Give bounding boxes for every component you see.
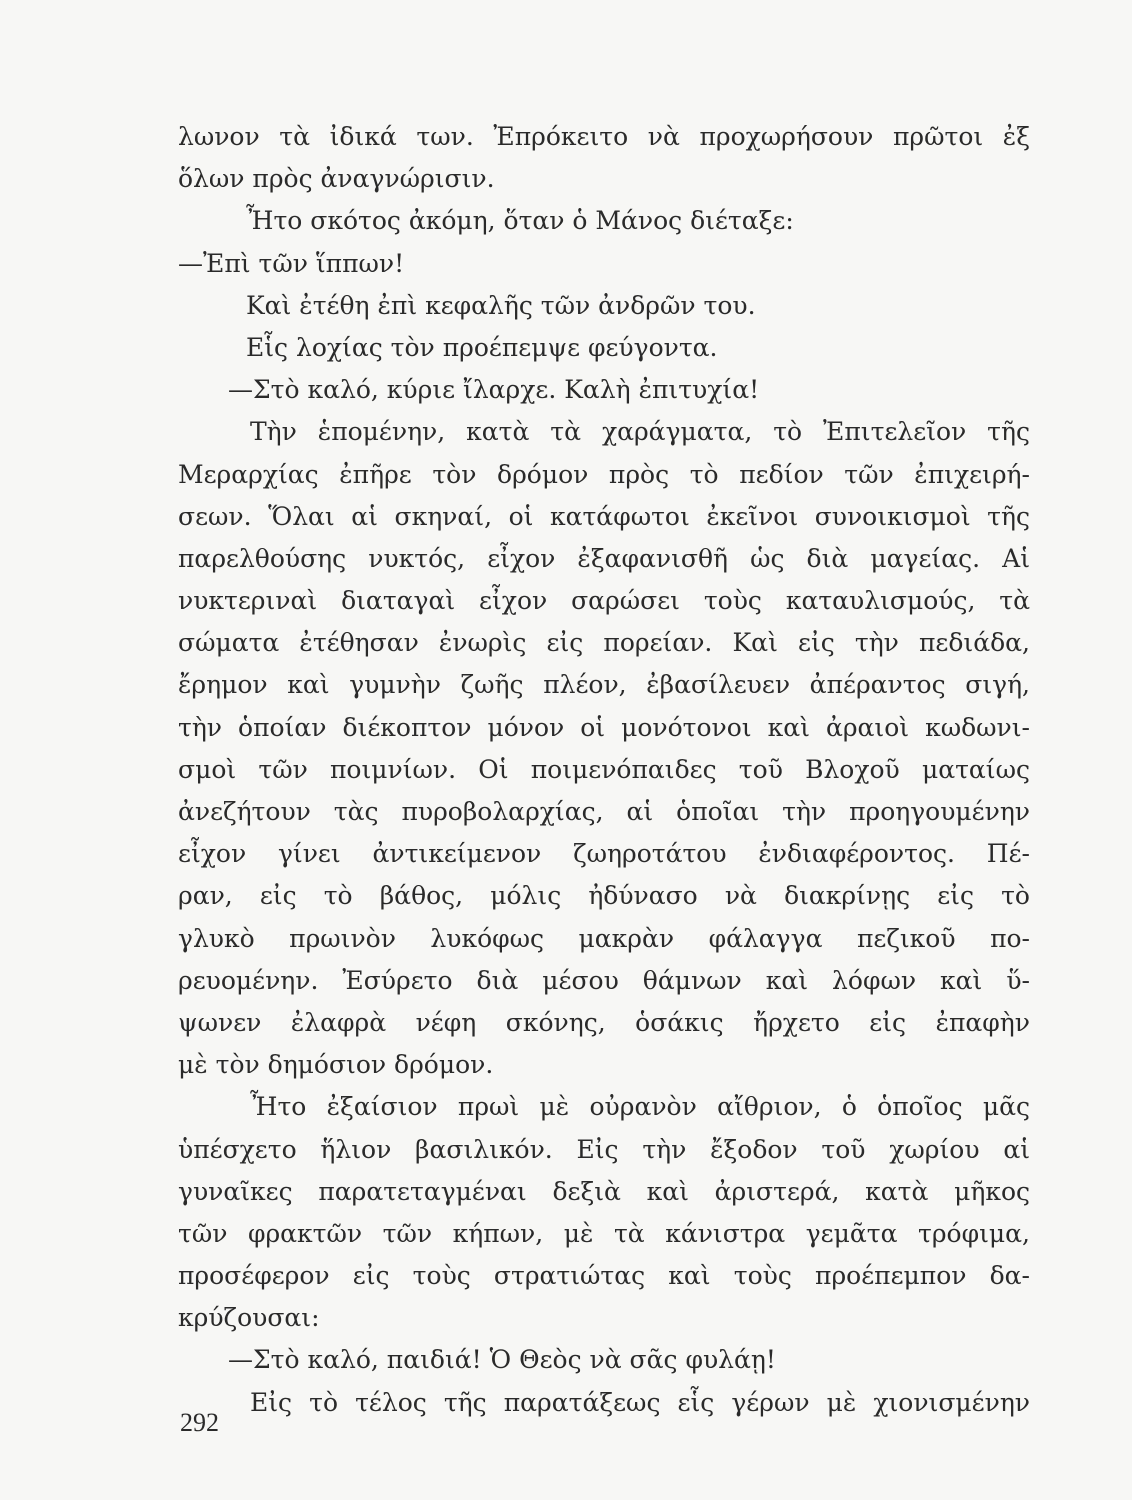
- text-line: Τὴν ἑπομένην, κατὰ τὰ χαράγματα, τὸ Ἐπιτελεῖον τῆς: [250, 417, 1030, 447]
- text-line: ἀνεζήτουν τὰς πυροβολαρχίας, αἱ ὁποῖαι τὴν προηγουμένην: [178, 797, 1030, 826]
- text-line: λωνον τὰ ἰδικά των. Ἐπρόκειτο νὰ προχωρήσουν πρῶτοι ἐξ: [178, 122, 1030, 151]
- text-line: σμοὶ τῶν ποιμνίων. Οἱ ποιμενόπαιδες τοῦ Βλοχοῦ ματαίως: [178, 754, 1030, 784]
- text-line: γλυκὸ πρωινὸν λυκόφως μακρὰν φάλαγγα πεζικοῦ πο-: [178, 923, 1030, 953]
- text-line: νυκτεριναὶ διαταγαὶ εἶχον σαρώσει τοὺς καταυλισμούς, τὰ: [178, 586, 1030, 616]
- text-line: ραν, εἰς τὸ βάθος, μόλις ἠδύνασο νὰ διακρίνῃς εἰς τὸ: [178, 881, 1030, 911]
- text-line: σεων. Ὅλαι αἱ σκηναί, οἱ κατάφωτοι ἐκεῖνοι συνοικισμοὶ τῆς: [178, 501, 1030, 531]
- text-line: ἔρημον καὶ γυμνὴν ζωῆς πλέον, ἐβασίλευεν ἀπέραντος σιγή,: [178, 670, 1030, 700]
- text-line: Εἷς λοχίας τὸν προέπεμψε φεύγοντα.: [246, 332, 718, 362]
- text-line: —Στὸ καλό, παιδιά! Ὁ Θεὸς νὰ σᾶς φυλάῃ!: [228, 1345, 776, 1375]
- text-line: Καὶ ἐτέθη ἐπὶ κεφαλῆς τῶν ἀνδρῶν του.: [246, 290, 756, 320]
- text-line: Μεραρχίας ἐπῆρε τὸν δρόμον πρὸς τὸ πεδίον τῶν ἐπιχειρή-: [178, 459, 1030, 489]
- text-line: τὴν ὁποίαν διέκοπτον μόνον οἱ μονότονοι καὶ ἀραιοὶ κωδωνι-: [178, 712, 1030, 742]
- text-line: παρελθούσης νυκτός, εἶχον ἐξαφανισθῆ ὡς διὰ μαγείας. Αἱ: [178, 543, 1030, 573]
- text-line: Ἦτο ἐξαίσιον πρωὶ μὲ οὐρανὸν αἴθριον, ὁ ὁποῖος μᾶς: [250, 1092, 1030, 1122]
- text-line: ὑπέσχετο ἥλιον βασιλικόν. Εἰς τὴν ἔξοδον τοῦ χωρίου αἱ: [178, 1134, 1030, 1164]
- text-line: σώματα ἐτέθησαν ἐνωρὶς εἰς πορείαν. Καὶ εἰς τὴν πεδιάδα,: [178, 628, 1030, 658]
- text-line: μὲ τὸν δημόσιον δρόμον.: [178, 1050, 494, 1080]
- text-line: εἶχον γίνει ἀντικείμενον ζωηροτάτου ἐνδιαφέροντος. Πέ-: [178, 839, 1030, 869]
- text-line: ὅλων πρὸς ἀναγνώρισιν.: [178, 164, 495, 194]
- text-line: —Στὸ καλό, κύριε ἴλαρχε. Καλὴ ἐπιτυχία!: [228, 375, 760, 405]
- page-number: 292: [180, 1408, 219, 1437]
- text-line: ρευομένην. Ἐσύρετο διὰ μέσου θάμνων καὶ λόφων καὶ ὕ-: [178, 965, 1030, 995]
- text-line: ψωνεν ἐλαφρὰ νέφη σκόνης, ὁσάκις ἤρχετο εἰς ἐπαφὴν: [178, 1007, 1030, 1037]
- text-line: Εἰς τὸ τέλος τῆς παρατάξεως εἷς γέρων μὲ χιονισμένην: [250, 1387, 1030, 1417]
- text-line: προσέφερον εἰς τοὺς στρατιώτας καὶ τοὺς προέπεμπον δα-: [178, 1261, 1030, 1291]
- text-line: —Ἐπὶ τῶν ἵππων!: [178, 248, 405, 278]
- text-line: τῶν φρακτῶν τῶν κήπων, μὲ τὰ κάνιστρα γεμᾶτα τρόφιμα,: [178, 1218, 1030, 1248]
- body-text: [178, 116, 1030, 1424]
- text-line: γυναῖκες παρατεταγμέναι δεξιὰ καὶ ἀριστερά, κατὰ μῆκος: [178, 1176, 1030, 1206]
- text-line: Ἦτο σκότος ἀκόμη, ὅταν ὁ Μάνος διέταξε:: [246, 206, 794, 236]
- text-line: κρύζουσαι:: [178, 1303, 320, 1333]
